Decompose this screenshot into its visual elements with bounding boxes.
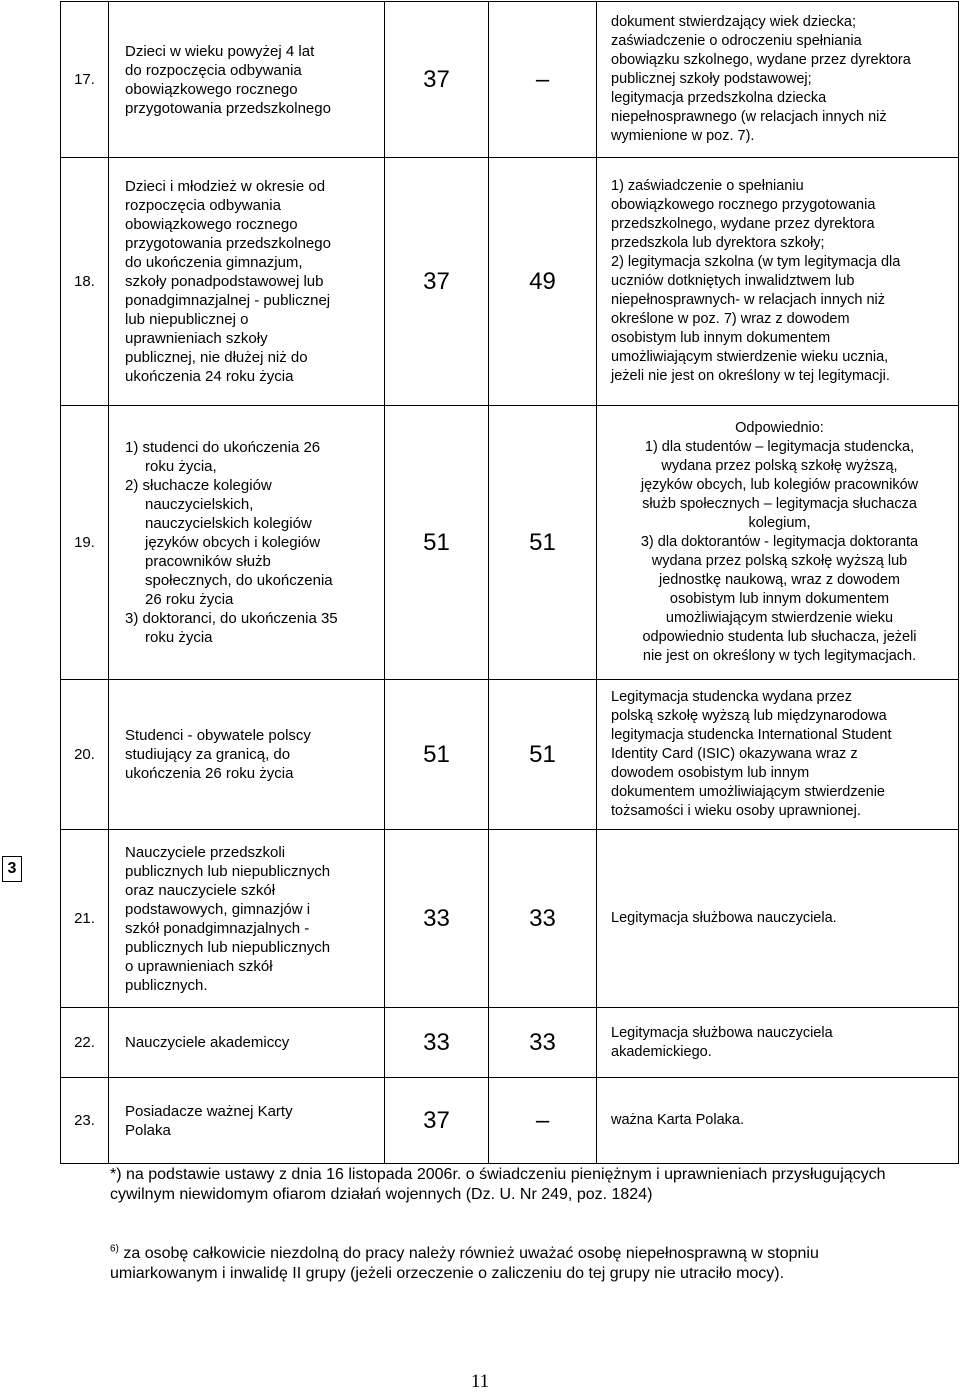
required-document	[597, 830, 959, 1008]
discount-a: 33	[385, 1008, 489, 1078]
document-line: wydana przez polską szkołę wyższą lub	[651, 553, 908, 569]
discount-b: 33	[489, 830, 597, 1008]
document-line: Legitymacja studencka wydana przez	[611, 689, 852, 705]
document-line: Legitymacja służbowa nauczyciela	[611, 1024, 833, 1041]
document-line: uczniów dotkniętych inwalidztwem lub	[611, 273, 855, 289]
discount-b: 49	[489, 158, 597, 406]
group-line: rozpoczęcia odbywania	[125, 197, 281, 214]
group-line: ukończenia 24 roku życia	[125, 368, 294, 385]
document-line: określone w poz. 7) wraz z dowodem	[611, 311, 850, 327]
group-line: 2) słuchacze kolegiów	[125, 477, 272, 494]
document-line: tożsamości i wieku osoby uprawnionej.	[611, 803, 861, 819]
document-line: obowiązku szkolnego, wydane przez dyrektora	[611, 52, 911, 68]
page-number: 11	[470, 1371, 490, 1392]
group-line: Nauczyciele akademiccy	[125, 1034, 290, 1051]
document-line: osobistym lub innym dokumentem	[611, 330, 831, 346]
group-line: ukończenia 26 roku życia	[125, 765, 294, 782]
group-line: do ukończenia gimnazjum,	[125, 254, 303, 271]
eligible-group	[109, 830, 385, 1008]
document-line: umożliwiającym stwierdzenie wieku	[665, 610, 894, 626]
group-line: o uprawnieniach szkół	[125, 957, 273, 975]
document-line: 1) dla studentów – legitymacja studencka,	[644, 439, 915, 455]
row-number: 20.	[61, 680, 109, 830]
group-line: pracowników służb	[145, 553, 271, 570]
row-number: 21.	[61, 830, 109, 1008]
eligible-group	[109, 406, 385, 680]
document-line: niepełnosprawnego (w relacjach innych niż	[611, 109, 887, 125]
group-line: Posiadacze ważnej Karty	[125, 1102, 293, 1120]
table-row	[61, 830, 959, 1008]
required-document	[597, 2, 959, 158]
group-line: przygotowania przedszkolnego	[125, 99, 331, 117]
document-line: Identity Card (ISIC) okazywana wraz z	[611, 746, 858, 762]
group-line: publicznej, nie dłużej niż do	[125, 349, 308, 366]
group-line: roku życia	[145, 629, 213, 646]
margin-page-marker: 3	[2, 856, 22, 882]
group-line: publicznych lub niepublicznych	[125, 938, 331, 956]
document-line: Legitymacja służbowa nauczyciela.	[611, 910, 837, 926]
document-line: wymienione w poz. 7).	[611, 128, 755, 144]
row-number: 22.	[61, 1008, 109, 1078]
group-line: Dzieci i młodzież w okresie od	[125, 178, 326, 195]
discount-b: 33	[489, 1008, 597, 1078]
group-line: szkół ponadgimnazjalnych -	[125, 919, 310, 937]
group-line: lub niepublicznej o	[125, 311, 249, 328]
group-line: do rozpoczęcia odbywania	[125, 61, 302, 79]
footnote-6-text: za osobę całkowicie niezdolną do pracy należy również uważać osobę niepełnosprawną w stopniu umiarkowanym i inwalidę II grupy (jeżeli orzeczenie o zaliczeniu do tej grupy nie utraciło mocy).	[110, 1245, 819, 1282]
document-line: dowodem osobistym lub innym	[611, 765, 810, 781]
document-line: dokument stwierdzający wiek dziecka;	[611, 14, 856, 30]
discount-a: 51	[385, 680, 489, 830]
document-line: dokumentem umożliwiającym stwierdzenie	[611, 784, 885, 800]
document-line: 3) dla doktorantów - legitymacja doktoranta	[640, 534, 919, 550]
eligible-group	[109, 1008, 385, 1078]
group-line: języków obcych i kolegiów	[145, 534, 321, 551]
table-row	[61, 680, 959, 830]
row-number: 23.	[61, 1078, 109, 1164]
group-line: oraz nauczyciele szkół	[125, 881, 276, 899]
group-line: przygotowania przedszkolnego	[125, 235, 331, 252]
group-line: 26 roku życia	[145, 591, 234, 608]
document-line: nie jest on określony w tych legitymacjach.	[642, 648, 917, 664]
required-document	[597, 680, 959, 830]
discount-a: 33	[385, 830, 489, 1008]
document-line: przedszkolnego, wydane przez dyrektora	[611, 216, 875, 232]
group-line: obowiązkowego rocznego	[125, 80, 298, 98]
document-line: jednostkę naukową, wraz z dowodem	[659, 572, 900, 588]
concessions-table	[60, 1, 959, 1164]
table-row	[61, 1008, 959, 1078]
document-line: polską szkołę wyższą lub międzynarodowa	[611, 708, 887, 724]
eligible-group	[109, 680, 385, 830]
discount-b: 51	[489, 680, 597, 830]
footnote-asterisk: *) na podstawie ustawy z dnia 16 listopada 2006r. o świadczeniu pieniężnym i uprawnieniach przysługujących cywilnym niewidomym ofiarom działań wojennych (Dz. U. Nr 249, poz. 1824)	[110, 1166, 886, 1203]
group-line: nauczycielskich,	[145, 496, 254, 513]
required-document	[597, 1008, 959, 1078]
group-line: Nauczyciele przedszkoli	[125, 843, 286, 861]
group-line: ponadgimnazjalnej - publicznej	[125, 292, 331, 309]
discount-a: 37	[385, 2, 489, 158]
document-line: wydana przez polską szkołę wyższą,	[661, 458, 898, 474]
document-line: 2) legitymacja szkolna (w tym legitymacja dla	[611, 254, 901, 270]
document-line: obowiązkowego rocznego przygotowania	[611, 197, 876, 213]
group-line: obowiązkowego rocznego	[125, 216, 298, 233]
document-line: 1) zaświadczenie o spełnianiu	[611, 178, 804, 194]
eligible-group	[109, 1078, 385, 1164]
row-number: 17.	[61, 2, 109, 158]
discount-b: –	[489, 1078, 597, 1164]
group-line: społecznych, do ukończenia	[145, 572, 333, 589]
group-line: podstawowych, gimnazjów i	[125, 900, 311, 918]
table-row	[61, 2, 959, 158]
group-line: Studenci - obywatele polscy	[125, 727, 311, 744]
group-line: Dzieci w wieku powyżej 4 lat	[125, 42, 315, 60]
table-row	[61, 158, 959, 406]
discount-a: 51	[385, 406, 489, 680]
row-number: 19.	[61, 406, 109, 680]
group-line: uprawnieniach szkoły	[125, 330, 268, 347]
row-number: 18.	[61, 158, 109, 406]
document-line: służb społecznych – legitymacja słuchacza	[642, 496, 917, 512]
document-line: przedszkola lub dyrektora szkoły;	[611, 235, 825, 251]
document-line: osobistym lub innym dokumentem	[669, 591, 890, 607]
document-line: akademickiego.	[611, 1043, 712, 1060]
group-line: roku życia,	[145, 458, 217, 475]
document-line: legitymacja przedszkolna dziecka	[611, 90, 827, 106]
document-line: Odpowiednio:	[735, 420, 824, 436]
document-line: legitymacja studencka International Student	[611, 727, 892, 743]
discount-a: 37	[385, 1078, 489, 1164]
eligible-group	[109, 158, 385, 406]
required-document	[597, 158, 959, 406]
document-line: jeżeli nie jest on określony w tej legitymacji.	[611, 368, 890, 384]
group-line: Polaka	[125, 1121, 171, 1139]
document-line: publicznej szkoły podstawowej;	[611, 71, 812, 87]
document-line: ważna Karta Polaka.	[611, 1112, 744, 1128]
required-document	[597, 406, 959, 680]
group-line: publicznych lub niepublicznych	[125, 862, 331, 880]
group-line: szkoły ponadpodstawowej lub	[125, 273, 324, 290]
footnote-6	[110, 1244, 920, 1284]
document-line: umożliwiającym stwierdzenie wieku ucznia,	[611, 349, 889, 365]
footnote-6-mark: 6)	[110, 1243, 119, 1255]
group-line: 1) studenci do ukończenia 26	[125, 439, 321, 456]
eligible-group	[109, 2, 385, 158]
document-line: odpowiednio studenta lub słuchacza, jeżeli	[642, 629, 917, 645]
group-line: 3) doktoranci, do ukończenia 35	[125, 610, 338, 627]
discount-b: –	[489, 2, 597, 158]
discount-a: 37	[385, 158, 489, 406]
table-row	[61, 406, 959, 680]
document-line: niepełnosprawnych- w relacjach innych niż	[611, 292, 886, 308]
group-line: studiujący za granicą, do	[125, 746, 291, 763]
discount-b: 51	[489, 406, 597, 680]
table-row	[61, 1078, 959, 1164]
document-line: zaświadczenie o odroczeniu spełniania	[611, 33, 862, 49]
group-line: nauczycielskich kolegiów	[145, 515, 312, 532]
group-line: publicznych.	[125, 976, 208, 994]
required-document	[597, 1078, 959, 1164]
document-line: języków obcych, lub kolegiów pracowników	[640, 477, 919, 493]
document-line: kolegium,	[748, 515, 811, 531]
